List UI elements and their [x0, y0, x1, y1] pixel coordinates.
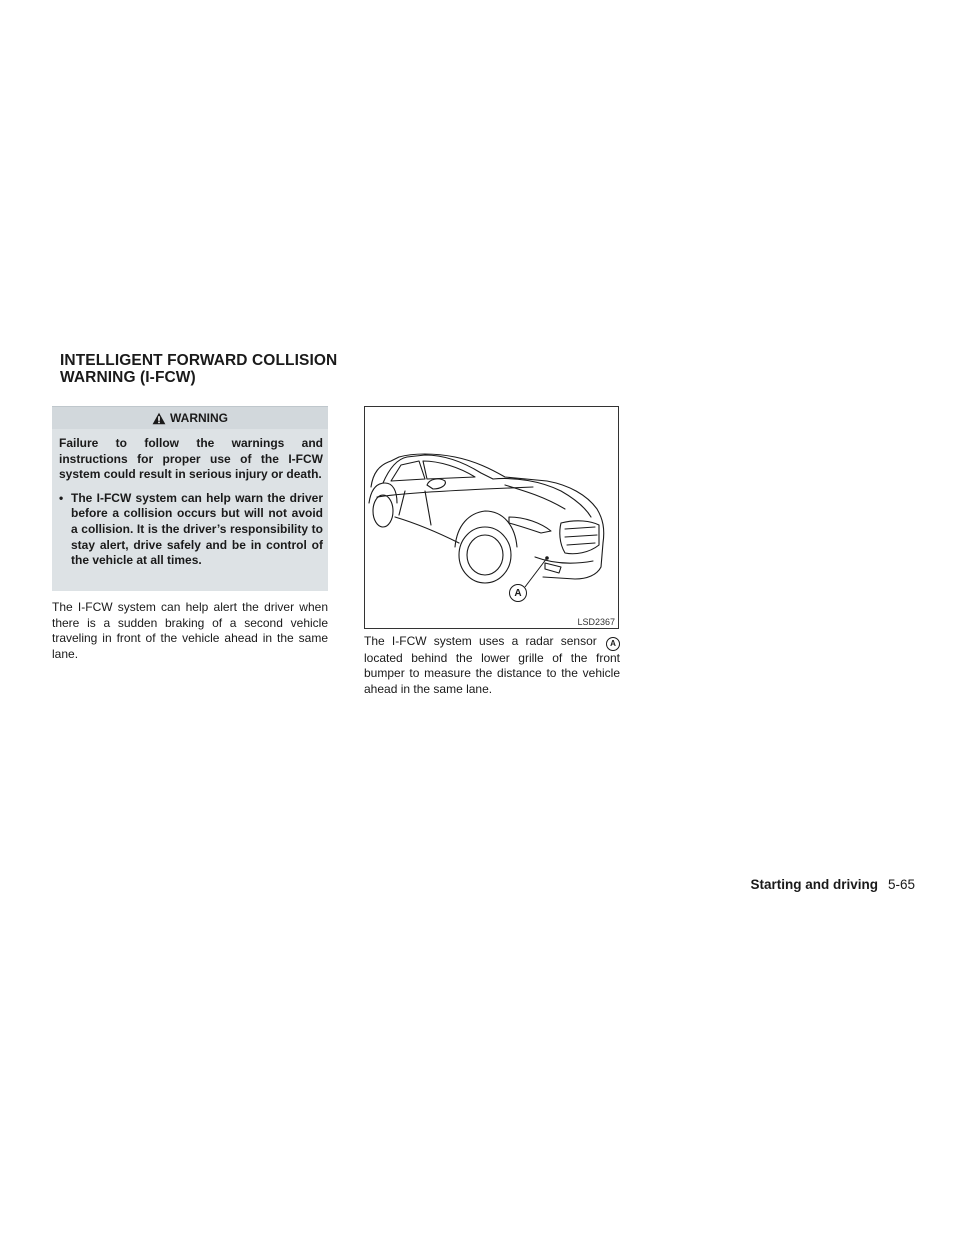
warning-heading: WARNING [170, 411, 228, 425]
section-title: INTELLIGENT FORWARD COLLISION WARNING (I-FCW) [60, 352, 338, 386]
right-paragraph-after: located behind the lower grille of the front bumper to measure the distance to the vehicle ahead in the same lane. [364, 650, 620, 696]
footer-section: Starting and driving [750, 877, 878, 892]
right-paragraph-before: The I-FCW system uses a radar sensor [364, 634, 597, 648]
body-paragraph-left: The I-FCW system can help alert the driver when there is a sudden braking of a second vehicle traveling in front of the vehicle ahead in the same lane. [52, 600, 328, 661]
bullet-mark: • [59, 490, 64, 505]
warning-box [52, 406, 328, 591]
warning-bullet [59, 491, 323, 569]
warning-header [52, 406, 328, 429]
warning-paragraph: Failure to follow the warnings and instructions for proper use of the I-FCW system could result in serious injury or death. [59, 436, 323, 482]
page-number: 5-65 [887, 877, 915, 892]
car-drawing [365, 407, 618, 628]
figure-code: LSD2367 [577, 617, 615, 627]
body-paragraph-right [364, 634, 620, 698]
sensor-marker-a: A [606, 637, 620, 651]
callout-a: A [509, 584, 527, 602]
car-illustration [364, 406, 619, 629]
warning-bullet-text: The I-FCW system can help warn the driver before a collision occurs but will not avoid a collision. It is the driver’s responsibility to stay alert, drive safely and be in control of the vehicle at all times. [71, 490, 323, 568]
warning-triangle-icon [152, 412, 166, 425]
page-footer [700, 877, 915, 892]
